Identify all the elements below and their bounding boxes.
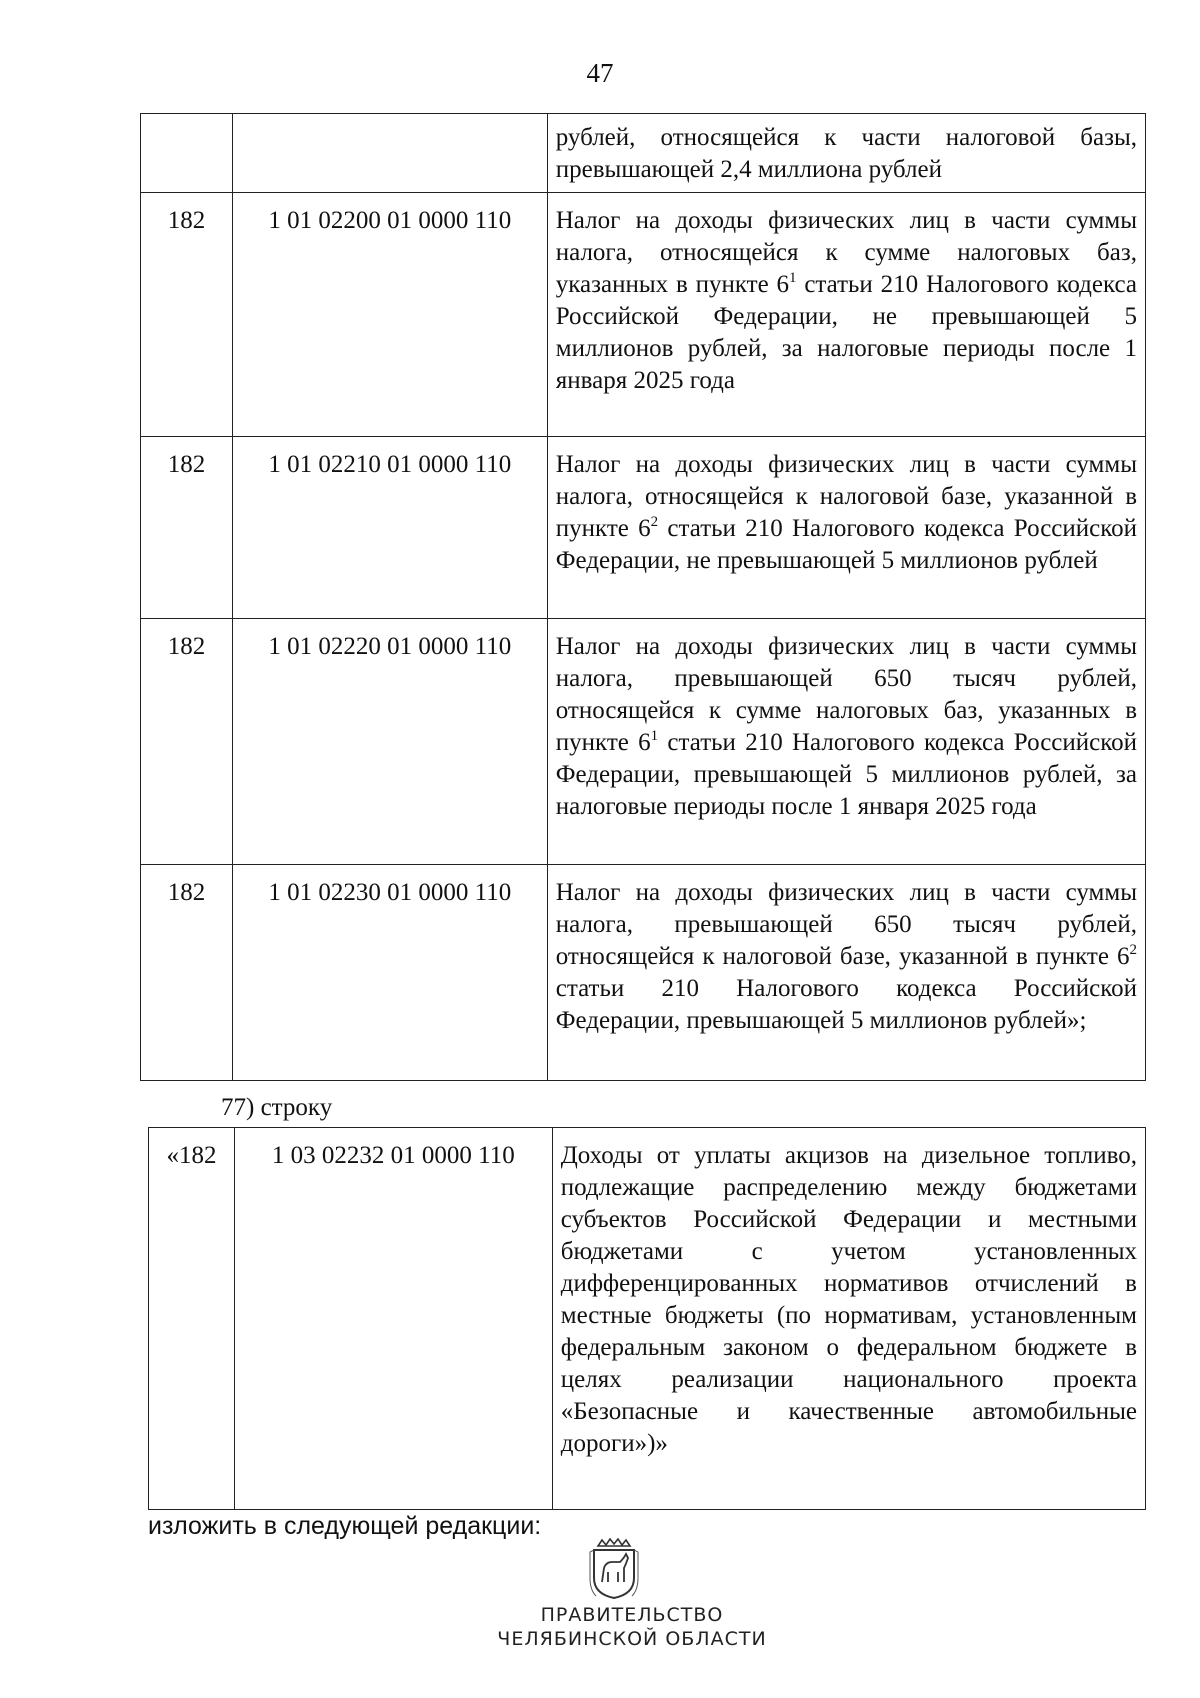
budget-code-cell: 1 03 02232 01 0000 110 <box>234 1128 552 1510</box>
name-text: статьи 210 Налогового кодекса Российской Федерации, превышающей 5 миллионов рублей»; <box>555 975 1137 1034</box>
revenue-codes-table <box>140 113 1146 1081</box>
budget-code-cell: 1 01 02220 01 0000 110 <box>232 619 547 865</box>
table-row <box>141 437 1146 619</box>
revenue-name-cell: Доходы от уплаты акцизов на дизельное топливо, подлежащие распределению между бюджетами субъектов Российской Федерации и местными бюджетами с учетом установленных дифференцированных нормативов отчислений в местные бюджеты (по нормативам, установленным федеральным законом о федеральном бюджете в целях реализации национального проекта «Безопасные и качественные автомобильные дороги»)» <box>552 1128 1145 1510</box>
admin-code-cell <box>141 114 233 193</box>
budget-code-cell: 1 01 02210 01 0000 110 <box>232 437 547 619</box>
revenue-name-cell: рублей, относящейся к части налоговой базы, превышающей 2,4 миллиона рублей <box>547 114 1145 193</box>
table-row <box>141 114 1146 193</box>
name-text: статьи 210 Налогового кодекса Российской Федерации, не превышающей 5 миллионов рублей, за налоговые периоды после 1 января 2025 года <box>555 271 1137 394</box>
admin-code-cell: 182 <box>141 865 233 1081</box>
name-text: Налог на доходы физических лиц в части суммы налога, относящейся к налоговой базе, указанной в пункте 6 <box>555 451 1137 542</box>
admin-code-cell: 182 <box>141 619 233 865</box>
table-row <box>141 865 1146 1081</box>
stamp-line-1: ПРАВИТЕЛЬСТВО <box>540 1604 724 1626</box>
name-text: Налог на доходы физических лиц в части суммы налога, относящейся к сумме налоговых баз, указанных в пункте 6 <box>555 207 1137 298</box>
revenue-name-cell <box>547 193 1145 437</box>
admin-code-cell: «182 <box>149 1128 235 1510</box>
paragraph-77: 77) строку <box>221 1094 333 1121</box>
admin-code-cell: 182 <box>141 437 233 619</box>
replaced-row-table <box>148 1127 1146 1510</box>
budget-code-cell: 1 01 02200 01 0000 110 <box>232 193 547 437</box>
revenue-name-cell <box>547 437 1145 619</box>
outro-text: изложить в следующей редакции: <box>148 1512 542 1540</box>
name-text: Налог на доходы физических лиц в части суммы налога, превышающей 650 тысяч рублей, относящейся к налоговой базе, указанной в пункте 6 <box>555 879 1137 970</box>
name-text: статьи 210 Налогового кодекса Российской Федерации, превышающей 5 миллионов рублей, за налоговые периоды после 1 января 2025 года <box>555 729 1137 820</box>
superscript: 1 <box>650 728 659 744</box>
revenue-name-cell <box>547 865 1145 1081</box>
page-number: 47 <box>586 58 614 88</box>
name-text: Налог на доходы физических лиц в части суммы налога, превышающей 650 тысяч рублей, относящейся к сумме налоговых баз, указанных в пункте 6 <box>555 633 1137 756</box>
budget-code-cell: 1 01 02230 01 0000 110 <box>232 865 547 1081</box>
stamp-line-2: ЧЕЛЯБИНСКОЙ ОБЛАСТИ <box>497 1628 767 1650</box>
budget-code-cell <box>232 114 547 193</box>
table-row <box>141 193 1146 437</box>
table-row <box>141 619 1146 865</box>
superscript: 2 <box>1129 942 1137 958</box>
table-row <box>149 1128 1146 1510</box>
name-text: статьи 210 Налогового кодекса Российской Федерации, не превышающей 5 миллионов рублей <box>555 515 1137 574</box>
superscript: 1 <box>789 270 797 286</box>
admin-code-cell: 182 <box>141 193 233 437</box>
revenue-name-cell <box>547 619 1145 865</box>
superscript: 2 <box>650 514 659 530</box>
chelyabinsk-coat-of-arms-icon <box>588 1538 640 1600</box>
